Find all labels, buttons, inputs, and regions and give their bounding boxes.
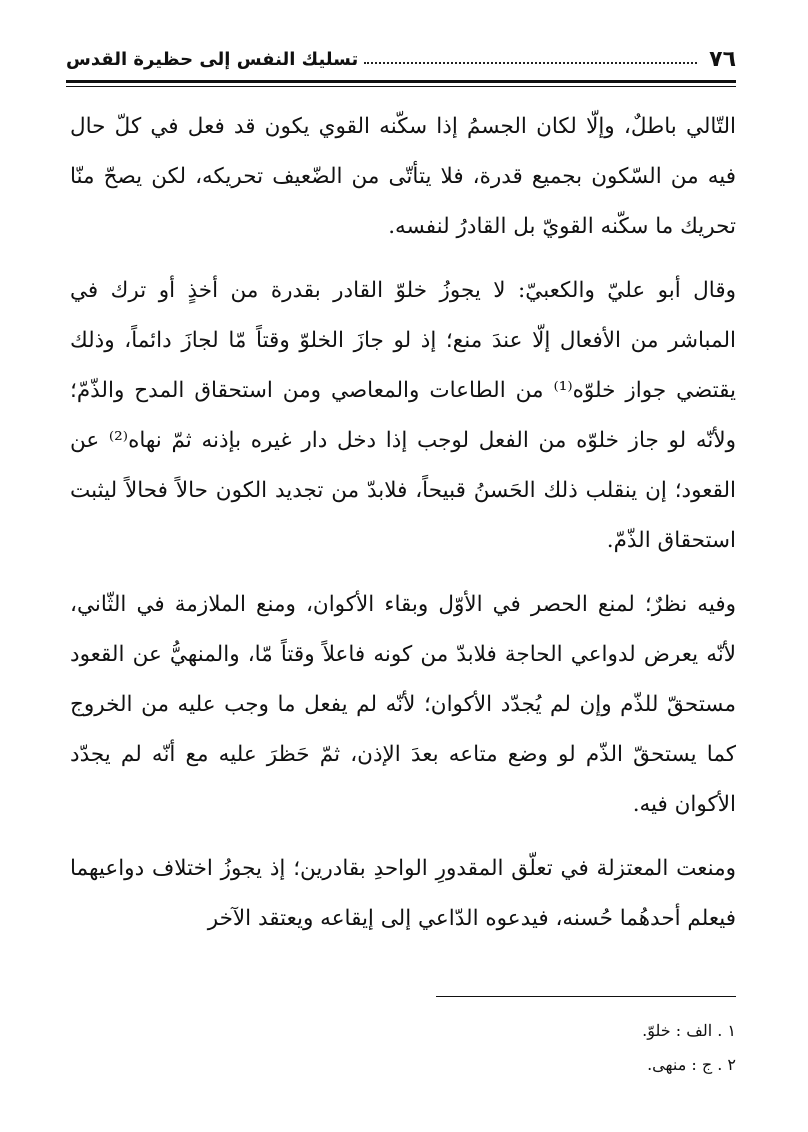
header-rule-thin [66, 86, 736, 87]
paragraph-1: التّالي باطلٌ، وإلّا لكان الجسمُ إذا سكّنه القوي يكون قد فعل في كلّ حال فيه من السّكون بجميع قدرة، فلا يتأتّى من الضّعيف تحريكه، لكن يصحّ منّا تحريك ما سكّنه القويّ بل القادرُ لنفسه. [70, 114, 736, 239]
header-rule-thick [66, 80, 736, 83]
paragraph-4: ومنعت المعتزلة في تعلّق المقدورِ الواحدِ بقادرين؛ إذ يجوزُ اختلاف دواعيهما فيعلم أحدهُما حُسنه، فيدعوه الدّاعي إلى إيقاعه ويعتقد الآخر [70, 856, 736, 931]
header-dot-leader [364, 62, 697, 64]
running-header [66, 44, 736, 74]
footnote-1: ١ . الف : خلوّ. [642, 1021, 736, 1040]
footnote-rule [436, 996, 736, 997]
paragraph-3: وفيه نظرٌ؛ لمنع الحصر في الأوّل وبقاء الأكوان، ومنع الملازمة في الثّاني، لأنّه يعرض لدواعي الحاجة فلابدّ من كونه فاعلاً وقتاً مّا، والمنهيُّ عن القعود مستحقّ للذّم وإن لم يُجدّد الأكوان؛ لأنّه لم يفعل ما وجب عليه من الخروج كما يستحقّ الذّم لو وضع متاعه بعدَ الإذن، ثمّ حَظرَ عليه مع أنّه لم يجدّد الأكوان فيه. [70, 592, 736, 817]
footnotes [436, 1014, 736, 1082]
header-title: تسليك النفس إلى حظيرة القدس [66, 48, 359, 70]
footnote-2: ٢ . ج : منهى. [647, 1055, 736, 1074]
page-number: ٧٦ [709, 46, 736, 72]
body-text [70, 102, 736, 958]
paragraph-2: وقال أبو عليّ والكعبيّ: لا يجوزُ خلوّ القادر بقدرة من أخذٍ أو ترك في المباشر من الأفعال إلّا عندَ منع؛ إذ لو جازَ الخلوّ وقتاً مّا لجازَ دائماً، وذلك يقتضي جواز خلوّه⁽¹⁾ من الطاعات والمعاصي ومن استحقاق المدح والذّمّ؛ ولأنّه لو جاز خلوّه من الفعل لوجب إذا دخل دار غيره بإذنه ثمّ نهاه⁽²⁾ عن القعود؛ إن ينقلب ذلك الحَسنُ قبيحاً، فلابدّ من تجديد الكون حالاً فحالاً ليثبت استحقاق الذّمّ. [70, 278, 736, 553]
